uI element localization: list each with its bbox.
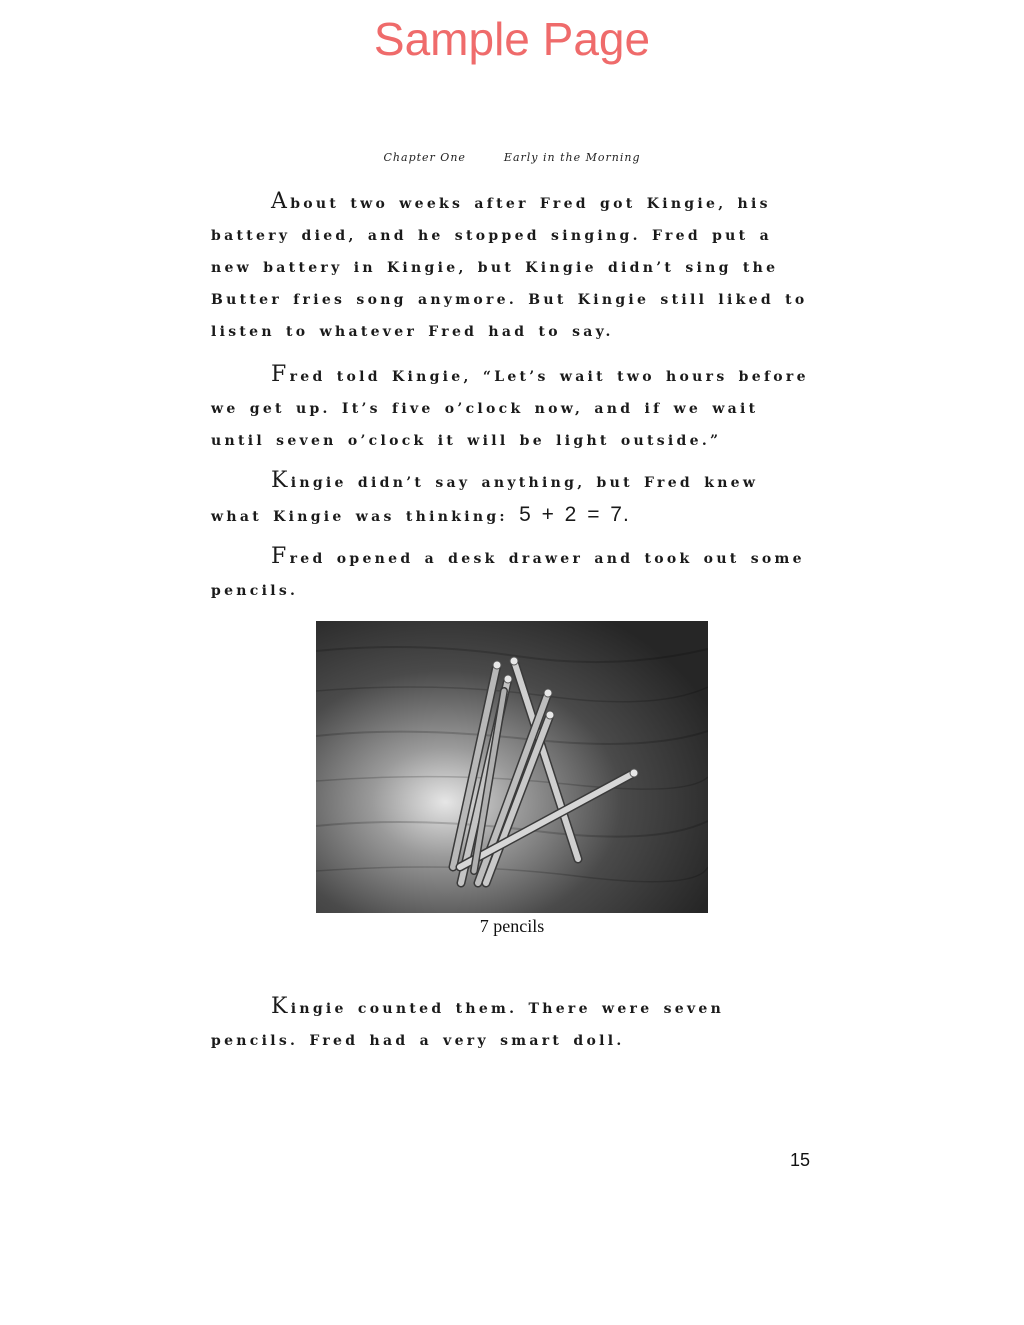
paragraph-1 xyxy=(211,186,816,348)
paragraph-3-sentence: Kingie didn’t say anything, but Fred knew what Kingie was thinking: xyxy=(211,468,759,525)
paragraph-2-text: Fred told Kingie, “Let’s wait two hours before we get up. It’s five o’clock now, and if we wait until seven o’clock it will be light outside.” xyxy=(211,362,809,449)
paragraph-3-text xyxy=(211,465,816,533)
paragraph-2 xyxy=(211,359,816,457)
paragraph-5-text: Kingie counted them. There were seven pencils. Fred had a very smart doll. xyxy=(211,994,725,1049)
pencils-photo xyxy=(316,621,708,913)
paragraph-4-text: Fred opened a desk drawer and took out some pencils. xyxy=(211,544,805,599)
paragraph-3 xyxy=(211,465,816,533)
chapter-header xyxy=(0,151,1024,164)
paragraph-5 xyxy=(211,991,816,1057)
sample-page-watermark: Sample Page xyxy=(373,13,651,65)
figure-caption: 7 pencils xyxy=(479,916,545,936)
chapter-number-label: Chapter One xyxy=(383,151,466,164)
math-equation: 5 + 2 = 7. xyxy=(519,503,630,526)
page-number: 15 xyxy=(790,1150,811,1170)
paragraph-1-text: About two weeks after Fred got Kingie, his battery died, and he stopped singing. Fred put a new battery in Kingie, but Kingie didn’t sing the Butter fries song anymore. But Kingie still liked to listen to whatever Fred had to say. xyxy=(211,189,808,340)
chapter-title: Early in the Morning xyxy=(503,151,641,164)
paragraph-4 xyxy=(211,541,816,607)
